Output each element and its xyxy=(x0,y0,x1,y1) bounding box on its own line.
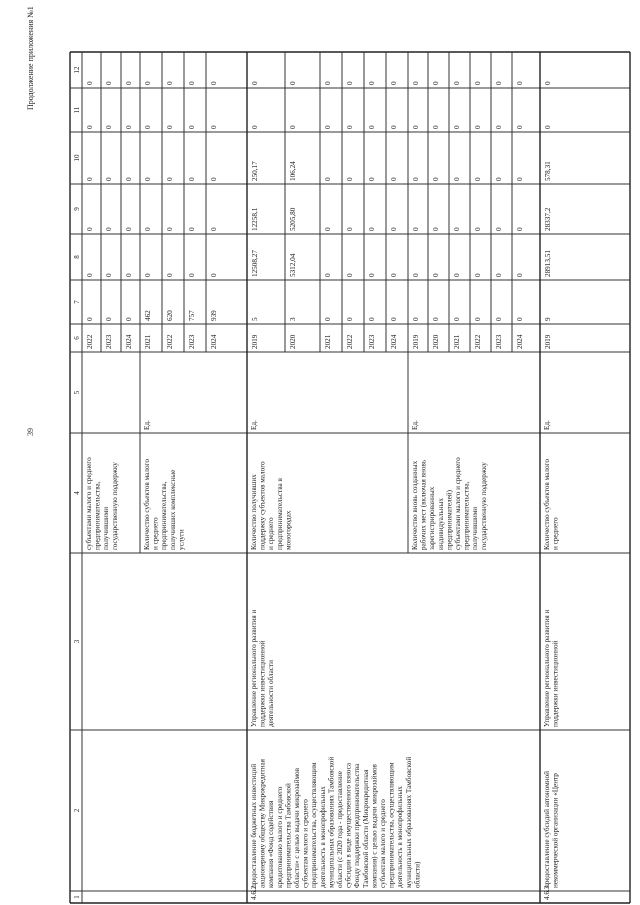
indicator-text: государственную поддержку xyxy=(110,462,119,550)
value-cell: 0 xyxy=(412,227,420,231)
value-cell: 0 xyxy=(516,273,524,277)
indicator-text: услуги xyxy=(177,529,186,550)
value-cell: 0 xyxy=(390,317,398,321)
value-cell: 0 xyxy=(188,273,196,277)
value-cell: 0 xyxy=(166,81,174,85)
column-number: 7 xyxy=(73,300,81,304)
value-cell: 620 xyxy=(166,310,174,321)
value-cell: 0 xyxy=(495,81,503,85)
value-cell: 0 xyxy=(289,81,297,85)
value-cell: 0 xyxy=(324,273,332,277)
value-cell: 0 xyxy=(368,227,376,231)
indicator-text: Количество вновь созданных xyxy=(411,460,419,550)
value-cell: 0 xyxy=(210,177,218,181)
indicator-text: зарегистрированных xyxy=(428,486,437,550)
value-cell: 757 xyxy=(188,310,196,321)
value-cell: 0 xyxy=(474,177,482,181)
value-cell: 0 xyxy=(125,273,133,277)
value-cell: 0 xyxy=(495,317,503,321)
indicator-text: индивидуальных xyxy=(436,498,445,550)
value-cell: 0 xyxy=(495,125,503,129)
unit-text: Ед. xyxy=(143,420,151,430)
measure-number: 4.6.2. xyxy=(250,883,258,900)
value-cell: 0 xyxy=(474,317,482,321)
value-cell: 0 xyxy=(453,227,461,231)
value-cell: 0 xyxy=(432,273,440,277)
indicator-text: и среднего xyxy=(267,517,276,550)
indicator-text: государственную поддержку xyxy=(479,462,488,550)
value-cell: 0 xyxy=(390,125,398,129)
value-cell: 0 xyxy=(144,273,152,277)
value-cell: 0 xyxy=(516,177,524,181)
indicator-text: предпринимательства, xyxy=(462,481,471,550)
value-cell: 0 xyxy=(86,273,94,277)
measure-text: некоммерческой организации «Центр xyxy=(551,773,560,888)
value-cell: 0 xyxy=(516,227,524,231)
measure-text: предпринимательства Тамбовской xyxy=(284,783,293,888)
year-cell: 2024 xyxy=(516,334,524,349)
value-cell: 0 xyxy=(346,125,354,129)
value-cell: 0 xyxy=(125,317,133,321)
year-cell: 2023 xyxy=(105,334,113,349)
year-cell: 2022 xyxy=(166,334,174,349)
value-cell: 0 xyxy=(453,273,461,277)
indicator-text: получивших комплексные xyxy=(168,469,177,550)
measure-text: муниципальных образованиях Тамбовской xyxy=(404,756,413,888)
indicator-text: субъектами малого и среднего xyxy=(85,457,93,550)
value-cell: 0 xyxy=(166,125,174,129)
year-cell: 2024 xyxy=(125,334,133,349)
value-cell: 462 xyxy=(144,310,152,321)
indicator-text: предпринимательства в xyxy=(275,478,284,550)
value-cell: 0 xyxy=(368,125,376,129)
measure-text: деятельность в монопрофильных xyxy=(396,786,405,888)
value-cell: 0 xyxy=(368,177,376,181)
measure-text: Фонду поддержки предпринимательства xyxy=(353,763,362,888)
value-cell: 0 xyxy=(105,125,113,129)
measure-number: 4.6.3. xyxy=(543,883,551,900)
value-cell: 0 xyxy=(324,177,332,181)
value-cell: 250,17 xyxy=(251,161,259,181)
measure-text: акционерному обществу Микрокредитная xyxy=(258,759,267,888)
year-cell: 2023 xyxy=(188,334,196,349)
year-cell: 2022 xyxy=(474,334,482,349)
executor-text: поддержки инвестиционной xyxy=(551,640,560,727)
value-cell: 0 xyxy=(289,125,297,129)
year-cell: 2020 xyxy=(289,334,297,349)
year-cell: 2021 xyxy=(453,334,461,349)
value-cell: 0 xyxy=(544,125,552,129)
value-cell: 0 xyxy=(210,273,218,277)
indicator-text: Количество субъектов малого xyxy=(543,459,551,550)
measure-text: субсидии в виде имущественного взноса xyxy=(344,762,353,888)
executor-text: Управление регионального развития и xyxy=(250,609,258,727)
value-cell: 0 xyxy=(105,81,113,85)
value-cell: 0 xyxy=(412,125,420,129)
value-cell: 5312,04 xyxy=(289,253,297,277)
value-cell: 0 xyxy=(144,81,152,85)
executor-text: поддержки инвестиционной xyxy=(258,640,267,727)
value-cell: 0 xyxy=(368,81,376,85)
value-cell: 0 xyxy=(188,125,196,129)
column-number: 11 xyxy=(73,106,81,114)
year-cell: 2019 xyxy=(251,334,259,349)
value-cell: 0 xyxy=(188,81,196,85)
value-cell: 0 xyxy=(390,177,398,181)
value-cell: 0 xyxy=(125,81,133,85)
value-cell: 0 xyxy=(86,227,94,231)
indicator-text: и среднего xyxy=(151,517,160,550)
executor-text: Управление регионального развития и xyxy=(543,609,551,727)
unit-text: Ед. xyxy=(250,420,258,430)
value-cell: 0 xyxy=(346,177,354,181)
value-cell: 0 xyxy=(86,317,94,321)
year-cell: 2023 xyxy=(368,334,376,349)
value-cell: 0 xyxy=(390,81,398,85)
column-number: 10 xyxy=(73,154,81,162)
indicator-text: Количество получивших xyxy=(250,474,258,550)
measure-text: области (с 2020 года - предоставление xyxy=(336,771,344,888)
value-cell: 0 xyxy=(432,177,440,181)
value-cell: 939 xyxy=(210,310,218,321)
value-cell: 28337,2 xyxy=(544,207,552,231)
value-cell: 0 xyxy=(346,273,354,277)
value-cell: 0 xyxy=(432,81,440,85)
value-cell: 0 xyxy=(412,273,420,277)
value-cell: 0 xyxy=(544,81,552,85)
value-cell: 0 xyxy=(210,125,218,129)
value-cell: 3 xyxy=(289,317,297,321)
appendix-label: Продолжение приложения №1 xyxy=(26,6,35,110)
value-cell: 0 xyxy=(516,81,524,85)
measure-text: предоставление субсидий автономной xyxy=(543,771,551,888)
value-cell: 0 xyxy=(432,317,440,321)
year-cell: 2022 xyxy=(346,334,354,349)
value-cell: 0 xyxy=(125,227,133,231)
measure-text: предоставление бюджетных инвестиций xyxy=(250,763,258,888)
indicator-text: предпринимателей) xyxy=(445,489,454,550)
measure-text: предпринимательства, осуществляющим xyxy=(310,762,319,888)
year-cell: 2021 xyxy=(324,334,332,349)
value-cell: 0 xyxy=(105,317,113,321)
value-cell: 0 xyxy=(412,177,420,181)
value-cell: 0 xyxy=(105,177,113,181)
measure-text: субъектам малого и среднего xyxy=(379,799,387,888)
column-number: 12 xyxy=(73,66,81,74)
value-cell: 0 xyxy=(453,125,461,129)
value-cell: 0 xyxy=(166,273,174,277)
column-number: 1 xyxy=(73,895,81,899)
year-cell: 2019 xyxy=(412,334,420,349)
measure-text: компания) с целью выдачи микрозаймов xyxy=(370,764,379,888)
column-number: 8 xyxy=(73,255,81,259)
year-cell: 2024 xyxy=(210,334,218,349)
value-cell: 0 xyxy=(86,81,94,85)
value-cell: 0 xyxy=(432,125,440,129)
column-number: 9 xyxy=(73,207,81,211)
value-cell: 0 xyxy=(390,227,398,231)
value-cell: 28913,51 xyxy=(544,250,552,277)
unit-text: Ед. xyxy=(543,420,551,430)
unit-text: Ед. xyxy=(411,420,419,430)
value-cell: 0 xyxy=(86,177,94,181)
value-cell: 0 xyxy=(188,177,196,181)
value-cell: 0 xyxy=(453,81,461,85)
value-cell: 0 xyxy=(125,125,133,129)
value-cell: 0 xyxy=(453,177,461,181)
year-cell: 2020 xyxy=(432,334,440,349)
value-cell: 0 xyxy=(188,227,196,231)
value-cell: 0 xyxy=(346,317,354,321)
measure-text: предпринимательства, осуществляющим xyxy=(387,762,396,888)
measure-text: деятельность в монопрофильных xyxy=(318,786,327,888)
value-cell: 0 xyxy=(144,125,152,129)
measure-text: области) xyxy=(413,861,422,888)
value-cell: 0 xyxy=(166,177,174,181)
value-cell: 0 xyxy=(251,81,259,85)
executor-text: деятельности области xyxy=(267,660,276,727)
indicator-text: предпринимательства, xyxy=(93,481,102,550)
value-cell: 0 xyxy=(324,125,332,129)
value-cell: 0 xyxy=(324,81,332,85)
value-cell: 0 xyxy=(166,227,174,231)
measure-text: субъектам малого и среднего xyxy=(301,799,310,888)
indicator-text: Количество субъектов малого xyxy=(143,459,151,550)
indicator-text: получившими xyxy=(471,506,480,550)
indicator-text: рабочих мест (включая вновь xyxy=(419,459,428,550)
value-cell: 0 xyxy=(495,227,503,231)
measure-text: области» с целью выдачи микрозаймов xyxy=(293,768,301,888)
data-table xyxy=(70,52,630,903)
indicator-text: моногородах xyxy=(284,510,293,550)
indicator-text: предпринимательства, xyxy=(160,481,169,550)
column-number: 6 xyxy=(73,336,81,340)
value-cell: 9 xyxy=(544,317,552,321)
indicator-text: и среднего xyxy=(551,517,560,550)
value-cell: 106,24 xyxy=(289,161,297,181)
value-cell: 0 xyxy=(346,227,354,231)
value-cell: 0 xyxy=(86,125,94,129)
value-cell: 0 xyxy=(474,81,482,85)
indicator-text: поддержку субъектов малого xyxy=(258,461,267,550)
value-cell: 0 xyxy=(251,125,259,129)
indicator-text: получившими xyxy=(102,506,111,550)
value-cell: 0 xyxy=(474,227,482,231)
value-cell: 0 xyxy=(412,317,420,321)
year-cell: 2023 xyxy=(495,334,503,349)
value-cell: 0 xyxy=(453,317,461,321)
measure-text: муниципальных образованиях Тамбовской xyxy=(327,756,336,888)
year-cell: 2021 xyxy=(144,334,152,349)
value-cell: 12258,1 xyxy=(251,207,259,231)
value-cell: 0 xyxy=(324,317,332,321)
measure-text: компания «Фонд содействия xyxy=(267,800,276,888)
value-cell: 0 xyxy=(144,177,152,181)
value-cell: 0 xyxy=(495,273,503,277)
column-number: 2 xyxy=(73,808,81,813)
value-cell: 0 xyxy=(495,177,503,181)
column-number: 3 xyxy=(73,639,81,644)
value-cell: 5205,80 xyxy=(289,207,297,231)
measure-text: кредитованию малого и среднего xyxy=(275,786,284,888)
value-cell: 0 xyxy=(210,227,218,231)
value-cell: 0 xyxy=(125,177,133,181)
value-cell: 0 xyxy=(368,317,376,321)
year-cell: 2019 xyxy=(544,334,552,349)
value-cell: 0 xyxy=(412,81,420,85)
value-cell: 0 xyxy=(346,81,354,85)
value-cell: 0 xyxy=(324,227,332,231)
indicator-text: субъектами малого и среднего xyxy=(454,457,462,550)
column-number: 5 xyxy=(73,390,81,395)
value-cell: 0 xyxy=(474,125,482,129)
value-cell: 578,31 xyxy=(544,161,552,181)
value-cell: 0 xyxy=(474,273,482,277)
measure-text: Тамбовской области (Микрокредитная xyxy=(361,769,370,888)
page-number: 39 xyxy=(26,428,35,436)
year-cell: 2024 xyxy=(390,334,398,349)
value-cell: 0 xyxy=(368,273,376,277)
value-cell: 0 xyxy=(390,273,398,277)
year-cell: 2022 xyxy=(86,334,94,349)
value-cell: 0 xyxy=(516,125,524,129)
value-cell: 0 xyxy=(432,227,440,231)
value-cell: 0 xyxy=(516,317,524,321)
value-cell: 0 xyxy=(144,227,152,231)
column-number: 4 xyxy=(73,491,81,495)
value-cell: 0 xyxy=(105,227,113,231)
value-cell: 0 xyxy=(210,81,218,85)
value-cell: 0 xyxy=(105,273,113,277)
value-cell: 12508,27 xyxy=(251,250,259,277)
value-cell: 5 xyxy=(251,317,259,321)
